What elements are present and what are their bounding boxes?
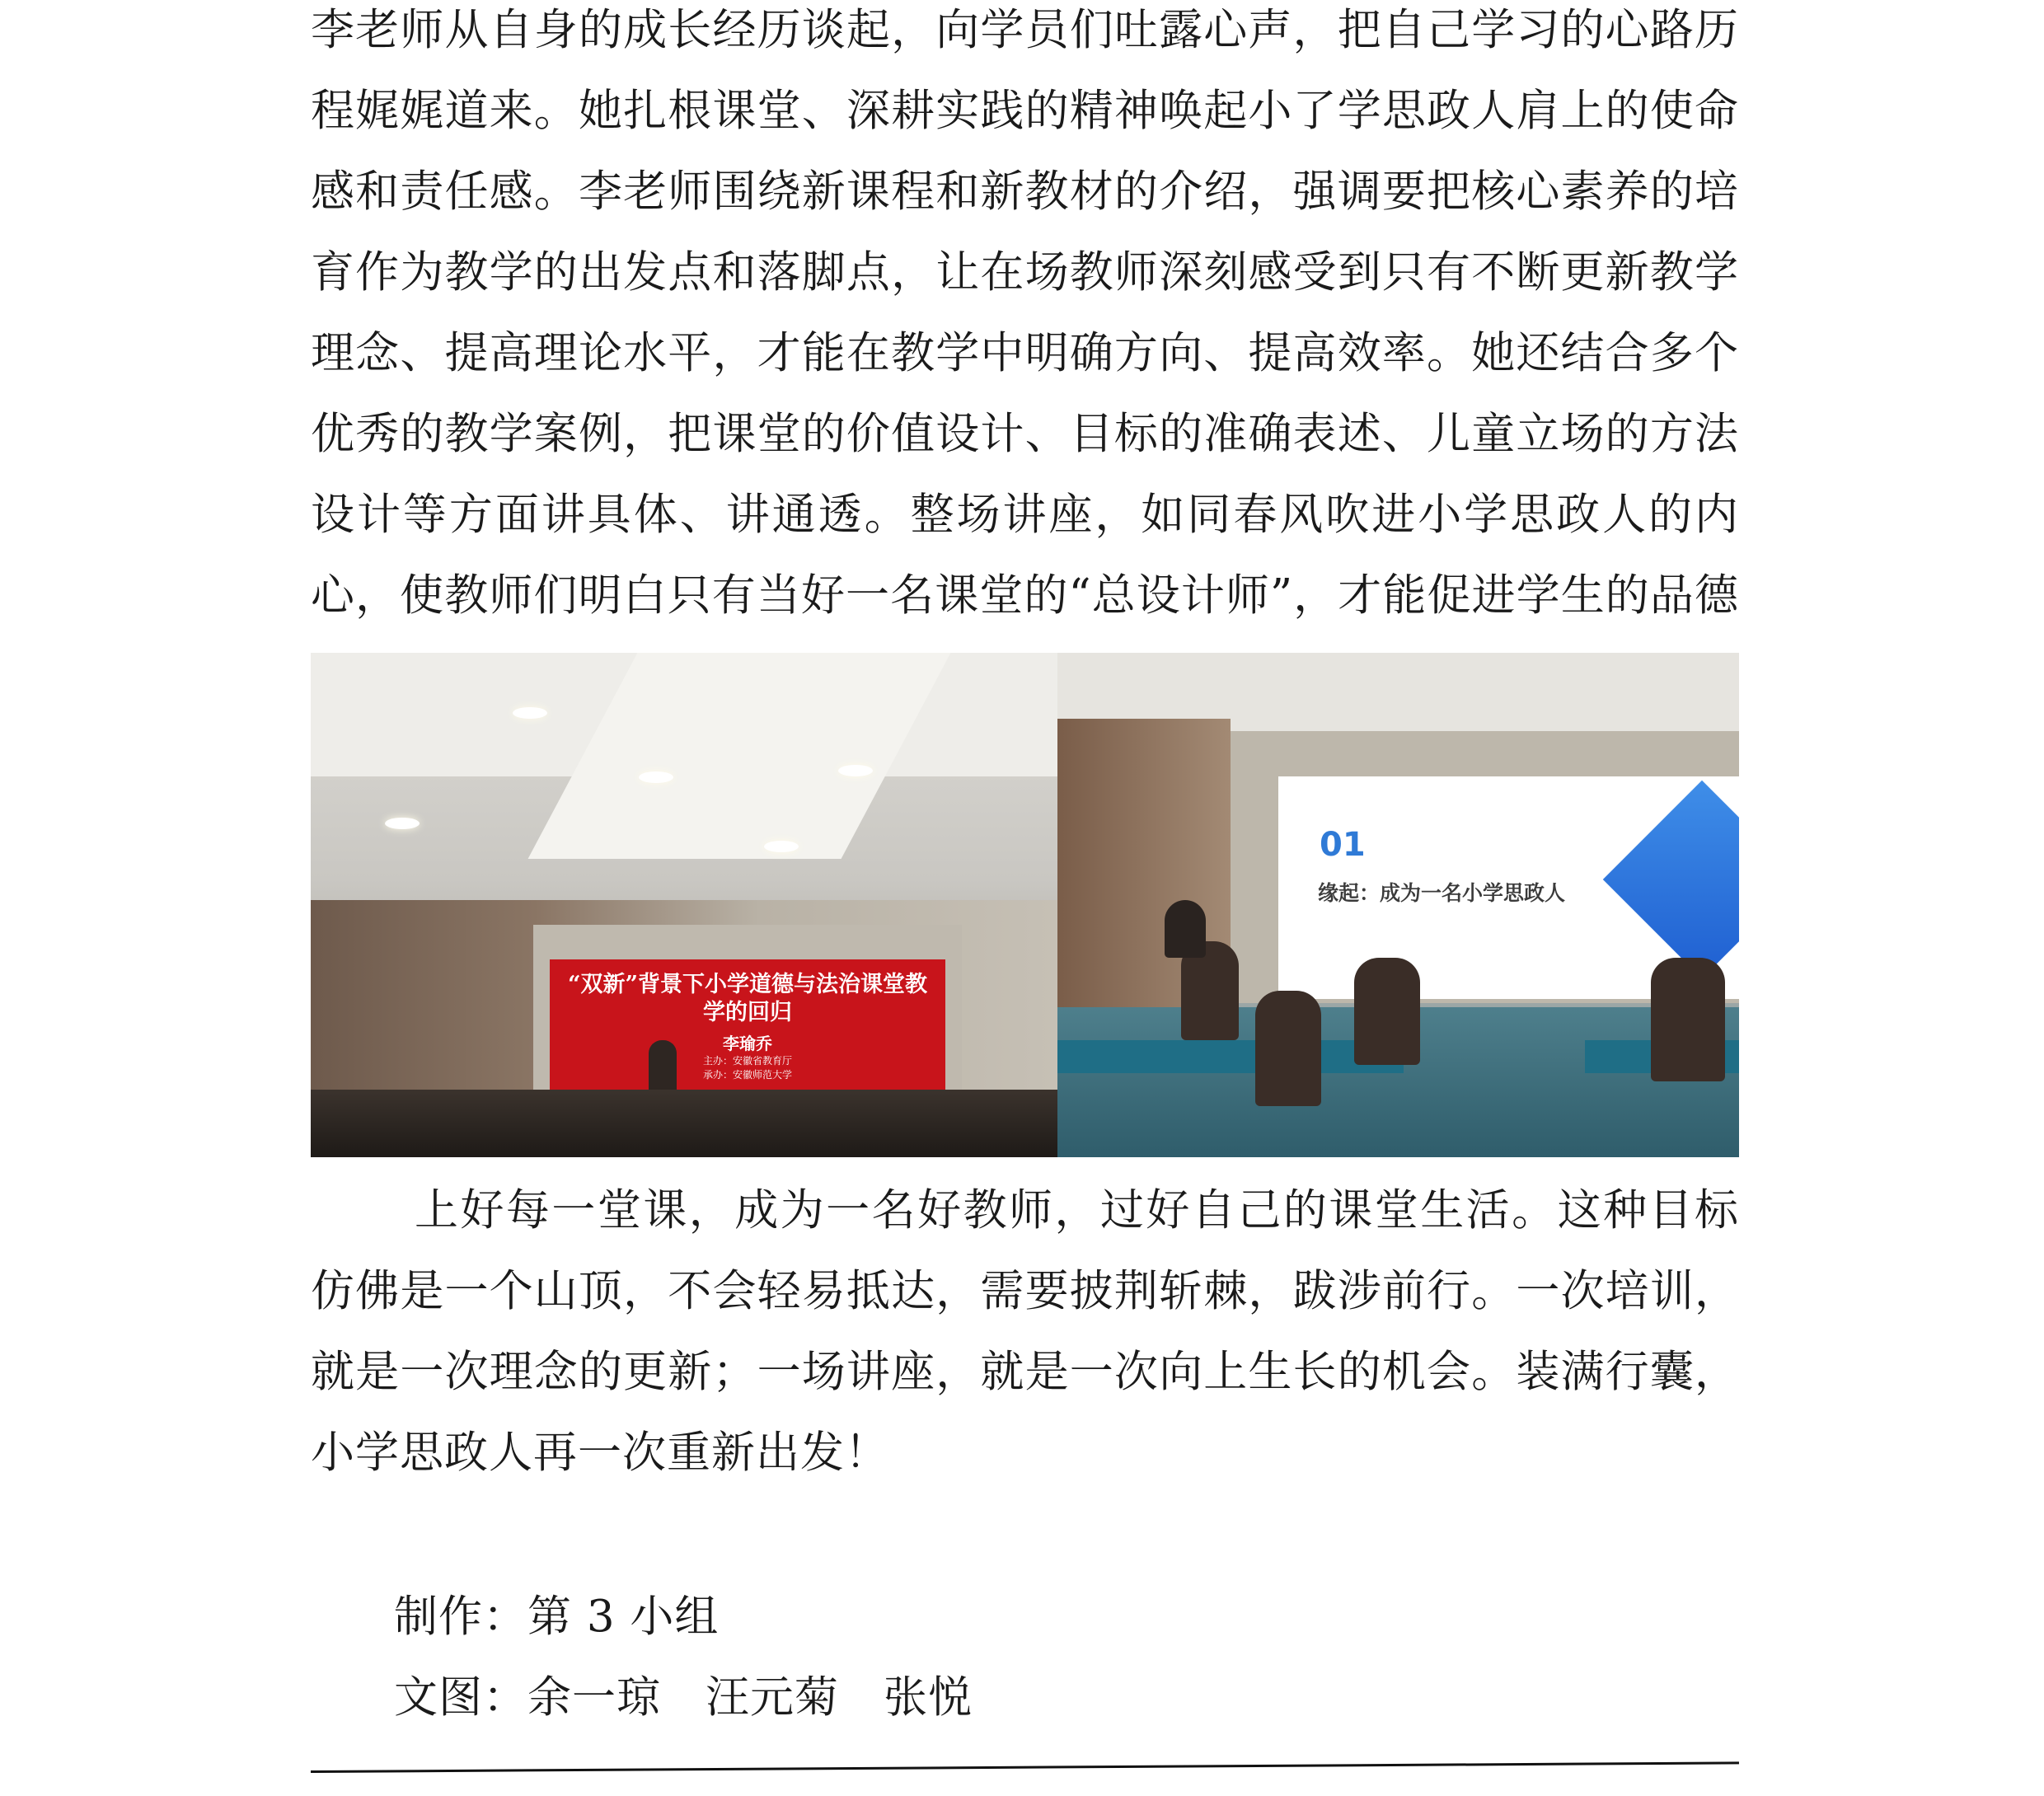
footer-divider (311, 1761, 1739, 1773)
desk (1057, 1040, 1404, 1073)
audience (311, 1090, 1057, 1157)
audience-member (1354, 958, 1420, 1065)
screen-title: “双新”背景下小学道德与法治课堂教学的回归 (567, 972, 928, 1025)
ceiling-light (385, 818, 420, 829)
credit-authors: 文图：余一琼 汪元菊 张悦 (394, 1672, 973, 1723)
lecture-photo-right (1057, 653, 1739, 1157)
article-paragraph-1: 李老师从自身的成长经历谈起，向学员们吐露心声，把自己学习的心路历程娓娓道来。她扎根课堂、深耕实践的精神唤起小了学思政人肩上的使命感和责任感。李老师围绕新课程和新教材的介绍，强调要把核心素养的培育作为教学的出发点和落脚点，让在场教师深刻感受到只有不断更新教学理念、提高理论水平，才能在教学中明确方向、提高效率。她还结合多个优秀的教学案例，把课堂的价值设计、目标的准确表述、儿童立场的方法设计等方面讲具体、讲通透。整场讲座，如同春风吹进小学思政人的内心，使教师们明白只有当好一名课堂的“总设计师”，才能促进学生的品德 (311, 5, 1739, 621)
slide-caption: 缘起：成为一名小学思政人 (1318, 881, 1566, 905)
screen-host: 主办：安徽省教育厅 (702, 1055, 792, 1067)
article-paragraph-2: 上好每一堂课，成为一名好教师，过好自己的课堂生活。这种目标仿佛是一个山顶，不会轻易抵达，需要披荆斩棘，跋涉前行。一次培训，就是一次理念的更新；一场讲座，就是一次向上生长的机会。装满行囊，小学思政人再一次重新出发！ (311, 1185, 1739, 1478)
screen-organizer: 承办：安徽师范大学 (702, 1069, 792, 1081)
slide-decoration (1603, 781, 1739, 978)
screen-speaker-name: 李瑜乔 (723, 1034, 772, 1053)
ceiling-light (513, 707, 547, 719)
ceiling-light (838, 765, 873, 776)
audience-member (1651, 958, 1725, 1081)
credit-production: 制作：第 3 小组 (394, 1592, 720, 1642)
ceiling-light (639, 771, 673, 783)
photo-row (311, 653, 1739, 1157)
audience-member (1255, 991, 1321, 1106)
ceiling-light (764, 841, 799, 852)
slide-number: 01 (1320, 826, 1366, 864)
lecture-photo-left (311, 653, 1057, 1157)
presenter (1165, 900, 1206, 958)
